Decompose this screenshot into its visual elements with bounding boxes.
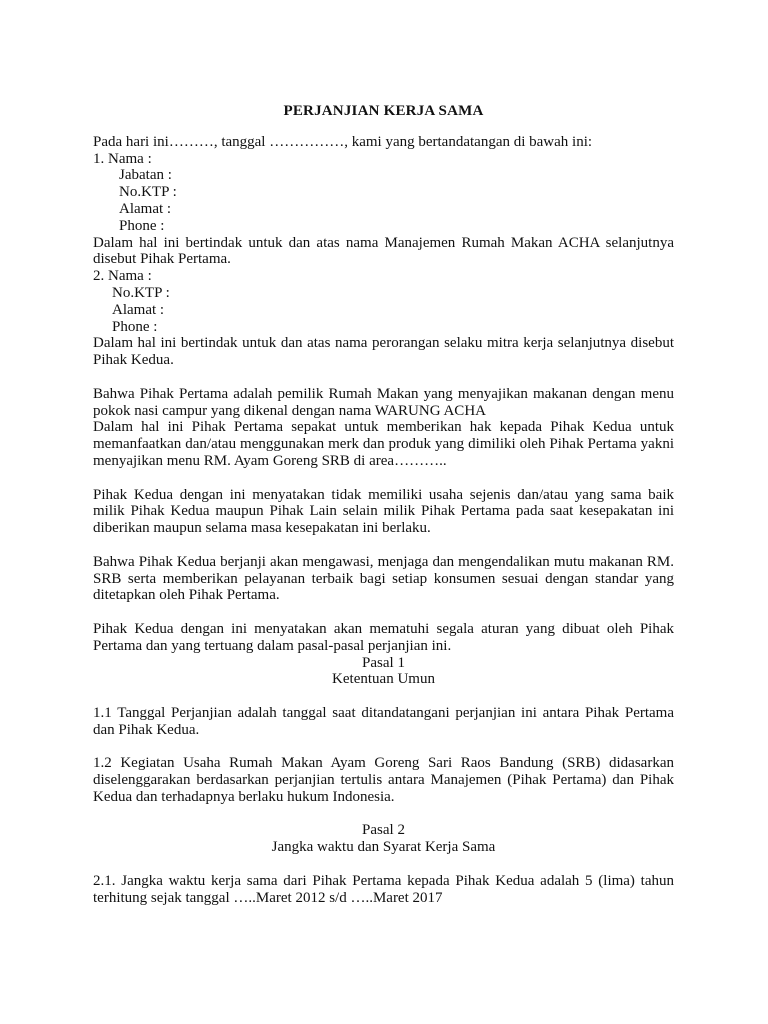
party1-jabatan: Jabatan : [119, 167, 172, 184]
document-title: PERJANJIAN KERJA SAMA [283, 103, 484, 119]
party2-statement: Dalam hal ini bertindak untuk dan atas nama perorangan selaku mitra kerja selanjutnya disebut Pihak Kedua. [93, 335, 674, 369]
recital-quality: Bahwa Pihak Kedua berjanji akan mengawasi, menjaga dan mengendalikan mutu makanan RM. SRB serta memberikan pelayanan terbaik bagi setiap konsumen sesuai dengan standar yang ditetapkan oleh Pihak Pertama. [93, 553, 674, 604]
party1-ktp: No.KTP : [119, 184, 177, 201]
pasal2-subheading: Jangka waktu dan Syarat Kerja Sama [271, 839, 496, 856]
pasal1-item-1: 1.1 Tanggal Perjanjian adalah tanggal saat ditandatangani perjanjian ini antara Pihak Pertama dan Pihak Kedua. [93, 704, 674, 738]
party1-alamat: Alamat : [119, 200, 172, 217]
recital-compliance: Pihak Kedua dengan ini menyatakan akan mematuhi segala aturan yang dibuat oleh Pihak Pertama dan yang tertuang dalam pasal-pasal perjanjian ini. [93, 620, 674, 654]
party1-statement: Dalam hal ini bertindak untuk dan atas nama Manajemen Rumah Makan ACHA selanjutnya disebut Pihak Pertama. [93, 234, 674, 268]
pasal2-item-1: 2.1. Jangka waktu kerja sama dari Pihak Pertama kepada Pihak Kedua adalah 5 (lima) tahun terhitung sejak tanggal …..Maret 2012 s/d …..Maret 2017 [93, 872, 674, 906]
party2-name: 2. Nama : [93, 268, 152, 285]
party2-ktp: No.KTP : [112, 284, 170, 301]
pasal2-heading: Pasal 2 [362, 822, 405, 839]
pasal1-subheading: Ketentuan Umun [332, 671, 435, 688]
pasal1-item-2: 1.2 Kegiatan Usaha Rumah Makan Ayam Goreng Sari Raos Bandung (SRB) didasarkan diselenggarakan berdasarkan perjanjian tertulis antara Manajemen (Pihak Pertama) dan Pihak Kedua dan terhadapnya berlaku hukum Indonesia. [93, 755, 674, 805]
recital-owner: Bahwa Pihak Pertama adalah pemilik Rumah Makan yang menyajikan makanan dengan menu pokok nasi campur yang dikenal dengan nama WARUNG ACHA [93, 385, 674, 419]
party1-name: 1. Nama : [93, 150, 152, 167]
intro-line: Pada hari ini………, tanggal ……………, kami yang bertandatangan di bawah ini: [93, 133, 593, 150]
recital-no-competition: Pihak Kedua dengan ini menyatakan tidak memiliki usaha sejenis dan/atau yang sama baik milik Pihak Kedua maupun Pihak Lain selain milik Pihak Pertama pada saat kesepakatan ini diberikan maupun selama masa kesepakatan ini berlaku. [93, 486, 674, 537]
recital-grant: Dalam hal ini Pihak Pertama sepakat untuk memberikan hak kepada Pihak Kedua untuk memanfaatkan dan/atau menggunakan merk dan produk yang dimiliki oleh Pihak Pertama yakni menyajikan menu RM. Ayam Goreng SRB di area……….. [93, 419, 674, 469]
document-body [93, 103, 674, 906]
party1-phone: Phone : [119, 217, 165, 234]
party2-phone: Phone : [112, 318, 158, 335]
party2-alamat: Alamat : [112, 301, 165, 318]
pasal1-heading: Pasal 1 [362, 654, 405, 671]
